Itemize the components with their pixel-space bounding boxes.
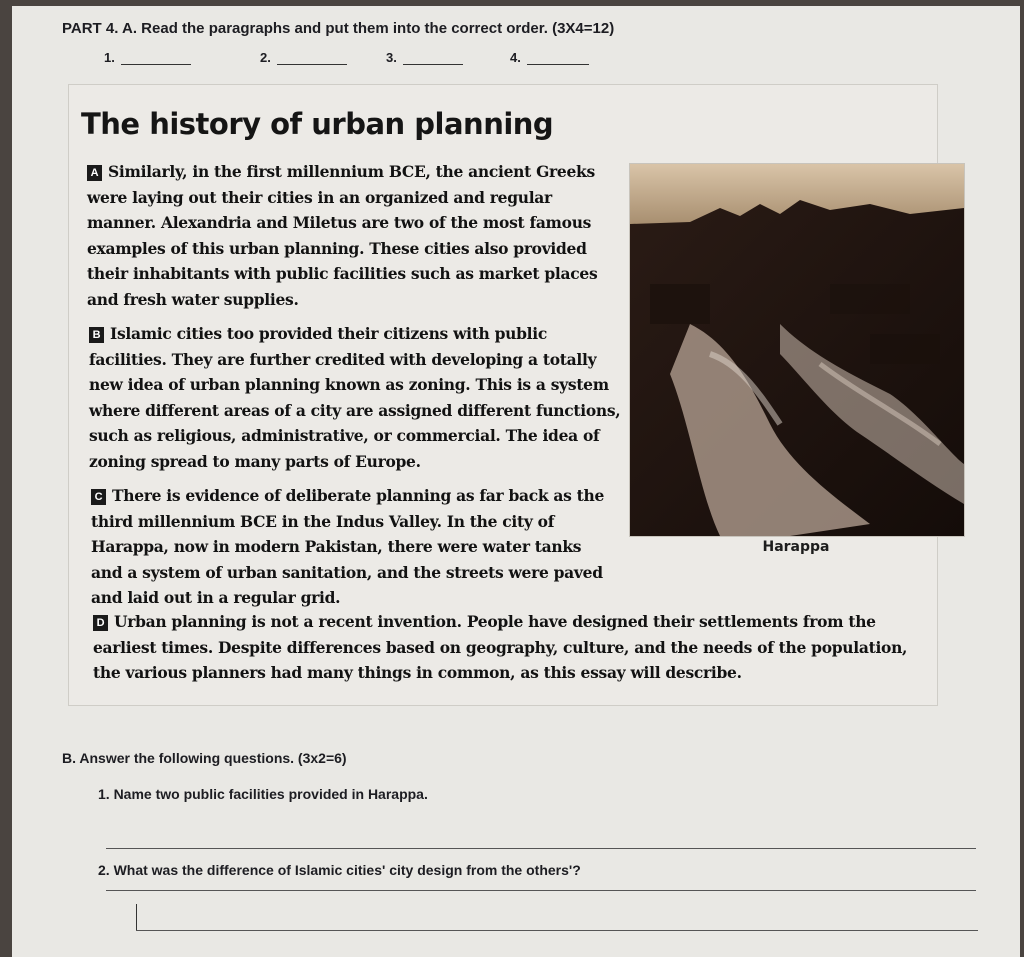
question-2: 2. What was the difference of Islamic cities' city design from the others'?: [98, 862, 581, 878]
order-blank-2[interactable]: [260, 50, 347, 65]
order-blank-label: 1.: [104, 50, 115, 65]
section-b-instruction: B. Answer the following questions. (3x2=6): [62, 750, 347, 766]
photo-caption: Harappa: [762, 539, 830, 555]
paragraph-letter-b: B: [89, 327, 104, 343]
part4-instruction: PART 4. A. Read the paragraphs and put them into the correct order. (3X4=12): [62, 20, 615, 37]
harappa-ruins-image: [630, 164, 964, 536]
paragraph-c-text: There is evidence of deliberate planning as far back as the third millennium BCE in the Indus Valley. In the city of Harappa, now in modern Pakistan, there were water tanks and a system of urban sanitation, and the streets were paved and laid out in a regular grid.: [91, 486, 605, 607]
article-box: [68, 84, 938, 706]
paragraph-b: [89, 321, 629, 474]
order-blank-3[interactable]: [386, 50, 463, 65]
answer-line-1[interactable]: [106, 848, 976, 849]
order-blank-label: 4.: [510, 50, 521, 65]
paragraph-c: [91, 483, 611, 611]
order-blank-label: 2.: [260, 50, 271, 65]
order-blank-4[interactable]: [510, 50, 589, 65]
harappa-photo: [629, 163, 965, 537]
question-1: 1. Name two public facilities provided in Harappa.: [98, 786, 428, 802]
article-title: The history of urban planning: [81, 107, 554, 141]
answer-line-2[interactable]: [136, 930, 978, 931]
order-blank-label: 3.: [386, 50, 397, 65]
paragraph-letter-a: A: [87, 165, 102, 181]
question-2-underline: [106, 890, 976, 891]
order-blanks: [62, 50, 622, 74]
paragraph-letter-c: C: [91, 489, 106, 505]
paragraph-a: [87, 159, 617, 312]
paragraph-d-text: Urban planning is not a recent invention. People have designed their settlements from the earliest times. Despite differences based on geography, culture, and the needs of the population, the various planners had many things in common, as this essay will describe.: [93, 612, 908, 682]
paragraph-d: [93, 609, 923, 686]
paragraph-letter-d: D: [93, 615, 108, 631]
paragraph-a-text: Similarly, in the first millennium BCE, the ancient Greeks were laying out their cities in an organized and regular manner. Alexandria and Miletus are two of the most famous examples of this urban planning. These cities also provided their inhabitants with public facilities such as market places and fresh water supplies.: [87, 162, 598, 309]
text-cursor: [136, 904, 137, 930]
paragraph-b-text: Islamic cities too provided their citizens with public facilities. They are further credited with developing a totally new idea of urban planning known as zoning. This is a system where different areas of a city are assigned different functions, such as religious, administrative, or commercial. The idea of zoning spread to many parts of Europe.: [89, 324, 621, 471]
order-blank-1[interactable]: [104, 50, 191, 65]
